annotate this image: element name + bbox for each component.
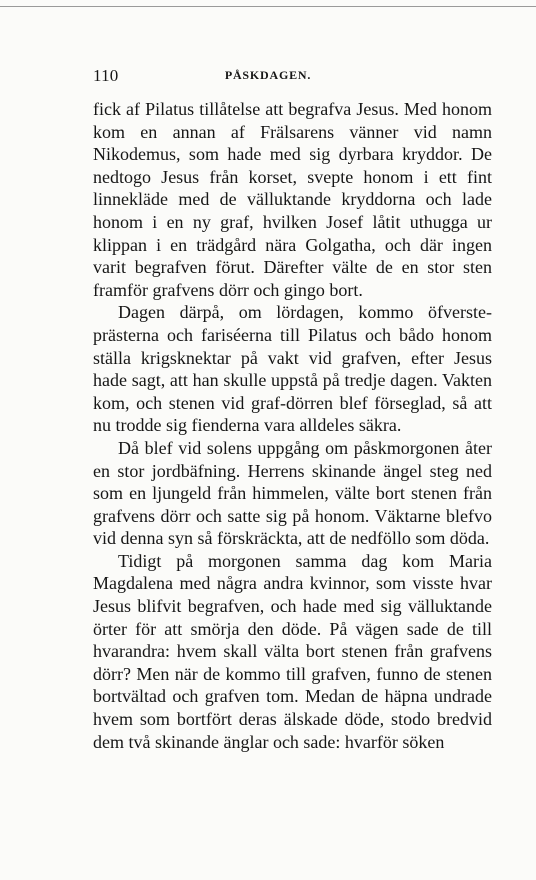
paragraph-2: Dagen därpå, om lördagen, kommo öfverste-prästerna och fariséerna till Pilatus och bådo honom ställa krigsknektar på vakt vid grafven, efter Jesus hade sagt, att han skulle uppstå på tredje dagen. Vakten kom, och stenen vid graf-dörren blef förseglad, så att nu trodde sig fienderna vara alldeles säkra. (93, 302, 492, 436)
paragraph-4: Tidigt på morgonen samma dag kom Maria Magdalena med några andra kvinnor, som visste hvar Jesus blifvit begrafven, och hade med sig välluktande örter för att smörja den döde. På vägen sade de till hvarandra: hvem skall välta bort stenen från grafvens dörr? Men när de kommo till grafven, funno de stenen bortvältad och grafven tom. Medan de häpna undrade hvem som bortfört deras älskade döde, stodo bredvid dem två skinande änglar och sade: hvarför söken (93, 550, 492, 752)
paragraph-1: fick af Pilatus tillåtelse att begrafva Jesus. Med honom kom en annan af Frälsarens vänner vid namn Nikodemus, som hade med sig dyrbara kryddor. De nedtogo Jesus från korset, svepte honom i ett fint linnekläde med de välluktande kryddorna och lade honom i en ny graf, hvilken Josef låtit uthugga ur klippan i en trädgård nära Golgatha, och där ingen varit begrafven förut. Därefter välte de en stor sten framför grafvens dörr och gingo bort. (93, 99, 492, 300)
running-head: PÅSKDAGEN. (224, 68, 312, 82)
page-text (93, 98, 492, 753)
top-edge-rule (0, 6, 536, 7)
paragraph-3: Då blef vid solens uppgång om påskmorgonen åter en stor jordbäfning. Herrens skinande ängel steg ned som en ljungeld från himmelen, välte bort stenen från grafvens dörr och satte sig på honom. Väktarne blefvo vid denna syn så förskräckta, att de nedföllo som döda. (93, 437, 492, 549)
page-number: 110 (93, 66, 119, 85)
